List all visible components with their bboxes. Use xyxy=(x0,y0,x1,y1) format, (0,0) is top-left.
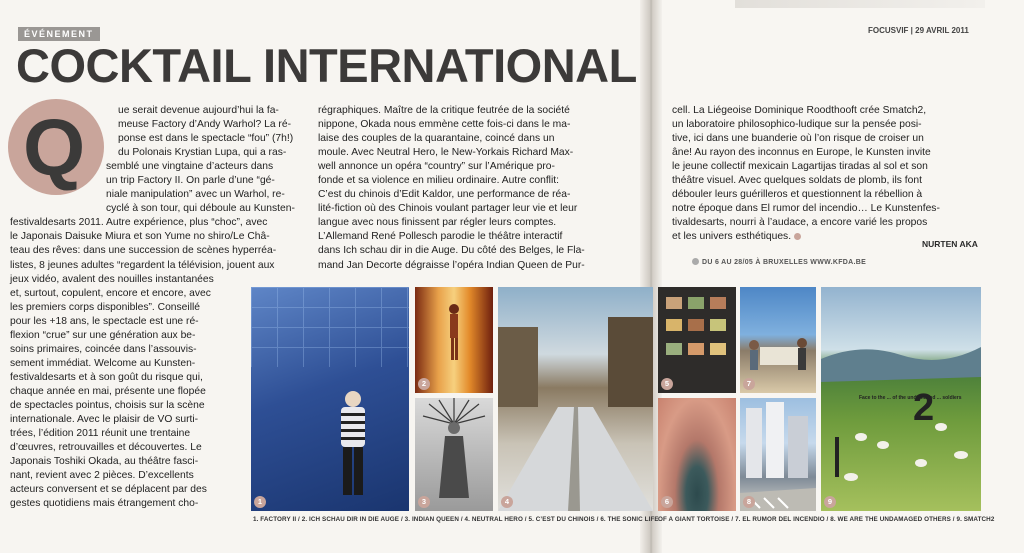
performer-figure xyxy=(333,387,373,497)
screen-tile xyxy=(710,319,726,331)
text-line: trées, l’édition 2011 réunit une trentaine xyxy=(10,428,191,440)
photo-ich-schau xyxy=(415,287,493,393)
text-line: régraphiques. Maître de la critique feutrée de la société xyxy=(318,105,570,116)
text-line: tivaldesarts, nourri à l’audace, a encore varié les propos xyxy=(672,217,928,229)
text-line: fonde et sa violence en milieu ordinaire. Autre conflit: xyxy=(318,175,559,187)
text-line: âne! Au rayon des inconnus en Europe, le Kunsten invite xyxy=(672,147,931,159)
section-tag: ÉVÉNEMENT xyxy=(18,27,100,41)
text-line: et, surtout, copulent, encore et encore, avec xyxy=(10,287,211,299)
text-line: pour les +18 ans, le spectacle est une ré- xyxy=(10,315,199,327)
drop-cap: Q xyxy=(23,103,86,192)
event-info-text: DU 6 AU 28/05 À BRUXELLES WWW.KFDA.BE xyxy=(702,259,867,266)
screen-tile xyxy=(666,343,682,355)
text-line: gestes quotidiens mais étrangement cho- xyxy=(10,498,199,510)
folio: FOCUSVIF | 29 AVRIL 2011 xyxy=(868,26,969,35)
text-line: well annonce un opéra “country” sur l’Amérique pro- xyxy=(318,161,555,173)
text-line: de spectacles pointus, choisis sur la scène xyxy=(10,399,205,411)
text-line: teau des rêves: dans une succession de scènes hyperréa- xyxy=(10,245,277,257)
photo-el-rumor xyxy=(740,287,816,393)
text-line: cyclé à son tour, qui déboule au Kunsten- xyxy=(106,203,295,215)
text-line: mand Jan Decorte dégraisse l’opéra Indian Queen de Pur- xyxy=(318,259,585,271)
photo-badge: 1 xyxy=(254,496,266,508)
event-info xyxy=(692,258,866,266)
text-line: C’est du chinois d’Edit Kaldor, une performance de réa- xyxy=(318,189,571,201)
screen-tile xyxy=(710,343,726,355)
photo-indian-queen xyxy=(415,398,493,511)
author-byline: NURTEN AKA xyxy=(922,239,978,249)
photo-badge: 8 xyxy=(743,496,755,508)
bleed-through xyxy=(735,0,985,8)
text-line: laise des couples de la quarantaine, coincé dans un xyxy=(318,133,555,145)
text-line: nant, revient avec 2 pièces. D’excellents xyxy=(10,470,194,482)
text-line: meuse Factory d’Andy Warhol? La ré- xyxy=(118,119,292,131)
text-line: internationale. Avec le plaisir de VO surti- xyxy=(10,414,199,426)
text-line: ue serait devenue aujourd’hui la fa- xyxy=(118,105,279,116)
text-line: festivaldesarts 2011. Autre expérience, plus “choc”, avec xyxy=(10,217,268,229)
text-line: flexion “crue” sur une génération aux be- xyxy=(10,329,196,341)
photo-caption-left: 1. FACTORY II / 2. ICH SCHAU DIR IN DIE AUGE / 3. INDIAN QUEEN / 4. NEUTRAL HERO / 5. C’EST DU CHINOIS / 6. THE SONIC LIFE xyxy=(253,516,659,523)
text-line: langue avec nous finissent par régler leurs comptes. xyxy=(318,217,557,229)
field-sign-number: 2 xyxy=(913,387,935,429)
text-line: acteurs conversent et se déplacent par des xyxy=(10,484,207,496)
page-title: COCKTAIL INTERNATIONAL xyxy=(16,39,637,92)
screen-tile xyxy=(666,319,682,331)
photo-badge: 3 xyxy=(418,496,430,508)
text-line: semblé une vingtaine d’acteurs dans xyxy=(106,161,274,173)
article-column-2 xyxy=(318,104,636,273)
text-line: moule. Avec Neutral Hero, le New-Yorkais Richard Max- xyxy=(318,147,574,159)
screen-tile xyxy=(666,297,682,309)
text-line: tive, ici dans une buanderie où l’on risque de croiser un xyxy=(672,133,924,145)
screen-tile xyxy=(688,297,704,309)
end-mark-icon xyxy=(794,233,801,240)
photo-badge: 9 xyxy=(824,496,836,508)
text-line: les premiers corps disponibles”. Conseillé xyxy=(10,301,200,313)
screen-tile xyxy=(688,343,704,355)
acrobat-figure xyxy=(415,287,493,393)
text-line: théâtre visuel. Avec quelques soldats de plomb, ils font xyxy=(672,175,922,187)
text-line: Japonais Toshiki Okada, au théâtre fasci- xyxy=(10,456,199,468)
photo-neutral-hero xyxy=(498,287,653,511)
photo-badge: 2 xyxy=(418,378,430,390)
text-line: listes, 8 jeunes adultes “regardent la télévision, jouent aux xyxy=(10,259,275,271)
photo-undamaged-others xyxy=(740,398,816,511)
text-line: débouler leurs guérilleros et questionnent la rébellion à xyxy=(672,189,923,201)
headdress-figure xyxy=(415,398,493,511)
snowy-road xyxy=(498,287,653,511)
text-line: festivaldesarts et à son goût du risque qui, xyxy=(10,371,203,383)
screen-tile xyxy=(688,319,704,331)
photo-sonic-life xyxy=(658,398,736,511)
text-line: et les univers esthétiques. xyxy=(672,231,792,243)
photo-badge: 4 xyxy=(501,496,513,508)
photo-factory-ii xyxy=(251,287,409,511)
text-line: le Japonais Daisuke Miura et son Yume no shiro/Le Châ- xyxy=(10,231,270,243)
photo-badge: 5 xyxy=(661,378,673,390)
photo-badge: 7 xyxy=(743,378,755,390)
text-line: du Polonais Krystian Lupa, qui a ras- xyxy=(118,147,287,159)
text-line: jeux vidéo, avalent des nouilles instantanées xyxy=(10,273,214,285)
photo-cest-du-chinois xyxy=(658,287,736,393)
text-line: sement immédiat. Welcome au Kunsten- xyxy=(10,357,196,369)
text-line: niale manipulation” avec un Warhol, re- xyxy=(106,189,285,201)
photo-smatch2 xyxy=(821,287,981,511)
text-line: lité-fiction où des Chinois voulant partager leur vie et leur xyxy=(318,203,578,215)
text-line: soins primaires, coincée dans l’assouvis- xyxy=(10,343,197,355)
field-sign-text: Face to the ... of the undamaged ... soldiers xyxy=(859,395,962,401)
text-line: chaque année en mai, présente une flopée xyxy=(10,385,206,397)
city-towers xyxy=(740,398,816,511)
text-line: d’œuvres, retrouvailles et découvertes. Le xyxy=(10,442,202,454)
ceiling-grid xyxy=(251,287,409,367)
text-line: notre époque dans El rumor del incendio… Le Kunstenfes- xyxy=(672,203,940,215)
group-scene xyxy=(740,287,816,393)
bullet-icon xyxy=(692,258,699,265)
text-line: ponse est dans le spectacle “fou” (7h!) xyxy=(118,133,294,145)
text-line: cell. La Liégeoise Dominique Roodthooft crée Smatch2, xyxy=(672,105,927,116)
photo-caption-right: OF A GIANT TORTOISE / 7. EL RUMOR DEL INCENDIO / 8. WE ARE THE UNDAMAGED OTHERS / 9. SMATCH2 xyxy=(658,516,995,523)
text-line: un laboratoire philosophico-ludique sur la pensée posi- xyxy=(672,119,922,131)
text-line: nippone, Okada nous emmène cette fois-ci dans le ma- xyxy=(318,119,571,131)
photo-badge: 6 xyxy=(661,496,673,508)
text-line: le jeune collectif mexicain Lagartijas tiradas al sol et son xyxy=(672,161,928,173)
screen-tile xyxy=(710,297,726,309)
article-column-3 xyxy=(672,104,982,244)
text-line: un trip Factory II. On parle d’une “gé- xyxy=(106,175,275,187)
text-line: L’Allemand René Pollesch parodie le théâtre interactif xyxy=(318,231,563,243)
text-line: dans Ich schau dir in die Auge. Du côté des Belges, le Fla- xyxy=(318,245,585,257)
